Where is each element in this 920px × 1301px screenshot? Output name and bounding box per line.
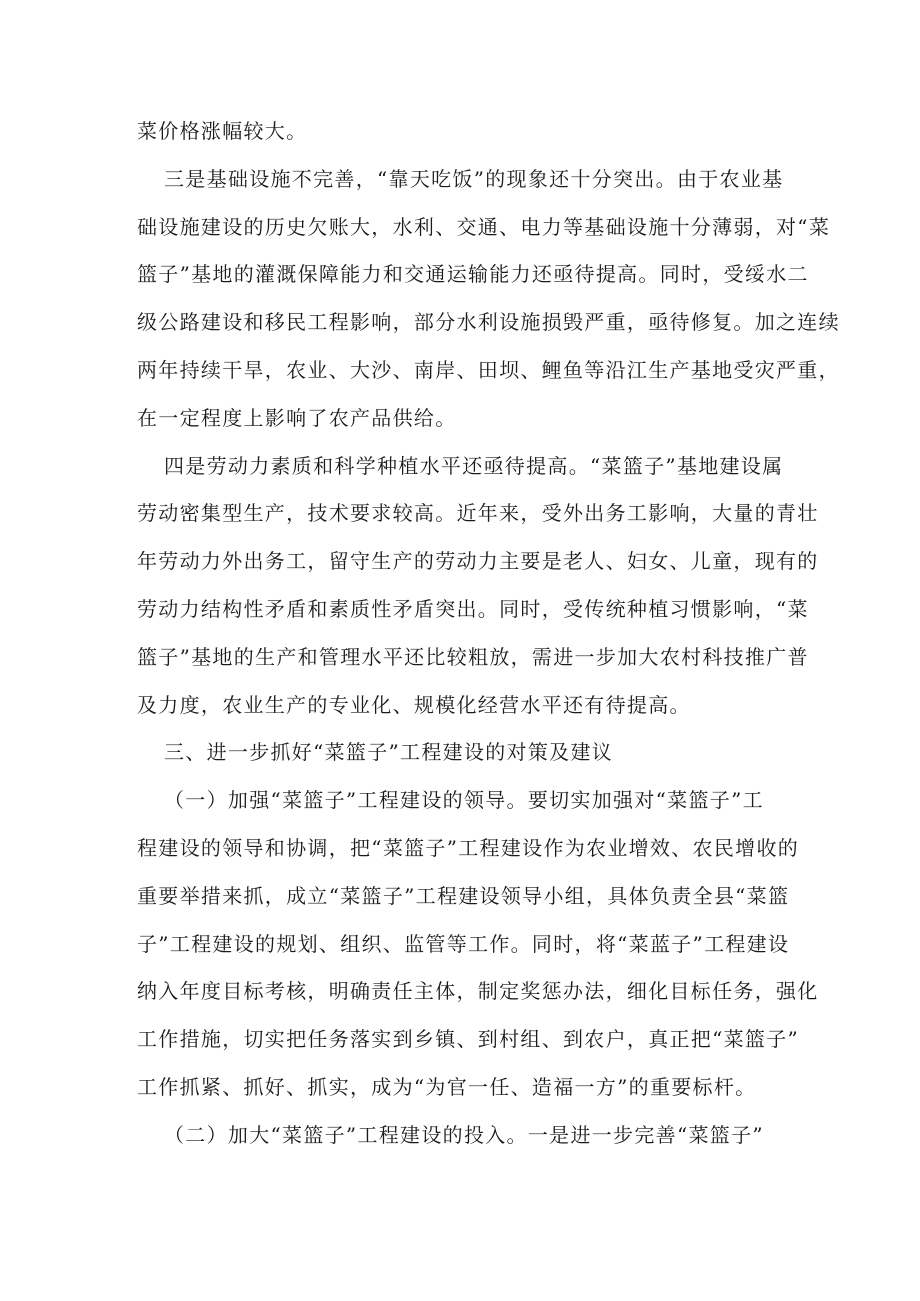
paragraph-leadership xyxy=(137,777,819,1112)
text-line: （一）加强“菜篮子”工程建设的领导。要切实加强对“菜篮子”工 xyxy=(164,788,764,813)
text-line: 重要举措来抓，成立“菜篮子”工程建设领导小组，具体负责全县“菜篮 xyxy=(137,883,790,908)
text-line: 年劳动力外出务工，留守生产的劳动力主要是老人、妇女、儿童，现有的 xyxy=(137,549,819,574)
text-line: 三是基础设施不完善，“靠天吃饭”的现象还十分突出。由于农业基 xyxy=(164,166,784,191)
text-line: （二）加大“菜篮子”工程建设的投入。一是进一步完善“菜篮子” xyxy=(164,1122,764,1147)
text-line: 工作措施，切实把任务落实到乡镇、到村组、到农户，真正把“菜篮子” xyxy=(137,1027,800,1052)
text-line: 劳动力结构性矛盾和素质性矛盾突出。同时，受传统种植习惯影响，“菜 xyxy=(137,596,809,621)
text-line: 纳入年度目标考核，明确责任主体，制定奖惩办法，细化目标任务，强化 xyxy=(137,979,819,1004)
paragraph-infrastructure xyxy=(137,156,840,443)
text-line: 四是劳动力素质和科学种植水平还亟待提高。“菜篮子”基地建设属 xyxy=(164,453,784,478)
document-body xyxy=(137,108,840,1160)
text-line: 篮子”基地的生产和管理水平还比较粗放，需进一步加大农村科技推广普 xyxy=(137,644,809,669)
paragraph-investment xyxy=(137,1112,789,1160)
text-line: 级公路建设和移民工程影响，部分水利设施损毁严重，亟待修复。加之连续 xyxy=(137,310,840,335)
text-line: 程建设的领导和协调，把“菜篮子”工程建设作为农业增效、农民增收的 xyxy=(137,835,800,860)
text-line: 两年持续干旱，农业、大沙、南岸、田坝、鲤鱼等沿江生产基地受灾严重， xyxy=(137,357,840,382)
text-line: 工作抓紧、抓好、抓实，成为“为官一任、造福一方”的重要标杆。 xyxy=(137,1074,757,1099)
text-line: 菜价格涨幅较大。 xyxy=(137,119,308,143)
text-line: 劳动密集型生产，技术要求较高。近年来，受外出务工影响，大量的青壮 xyxy=(137,501,819,526)
text-line: 子”工程建设的规划、组织、监管等工作。同时，将“菜蓝子”工程建设 xyxy=(137,931,790,956)
text-line: 及力度，农业生产的专业化、规模化经营水平还有待提高。 xyxy=(137,692,691,717)
text-line: 础设施建设的历史欠账大，水利、交通、电力等基础设施十分薄弱，对“菜 xyxy=(137,214,831,239)
text-line: 在一定程度上影响了农产品供给。 xyxy=(137,405,457,430)
text-line: 篮子”基地的灌溉保障能力和交通运输能力还亟待提高。同时，受绥水二 xyxy=(137,262,809,287)
paragraph-labor xyxy=(137,443,819,730)
section-heading xyxy=(137,729,789,777)
paragraph-continuation xyxy=(137,108,789,156)
heading-line: 三、进一步抓好“菜篮子”工程建设的对策及建议 xyxy=(164,740,614,765)
